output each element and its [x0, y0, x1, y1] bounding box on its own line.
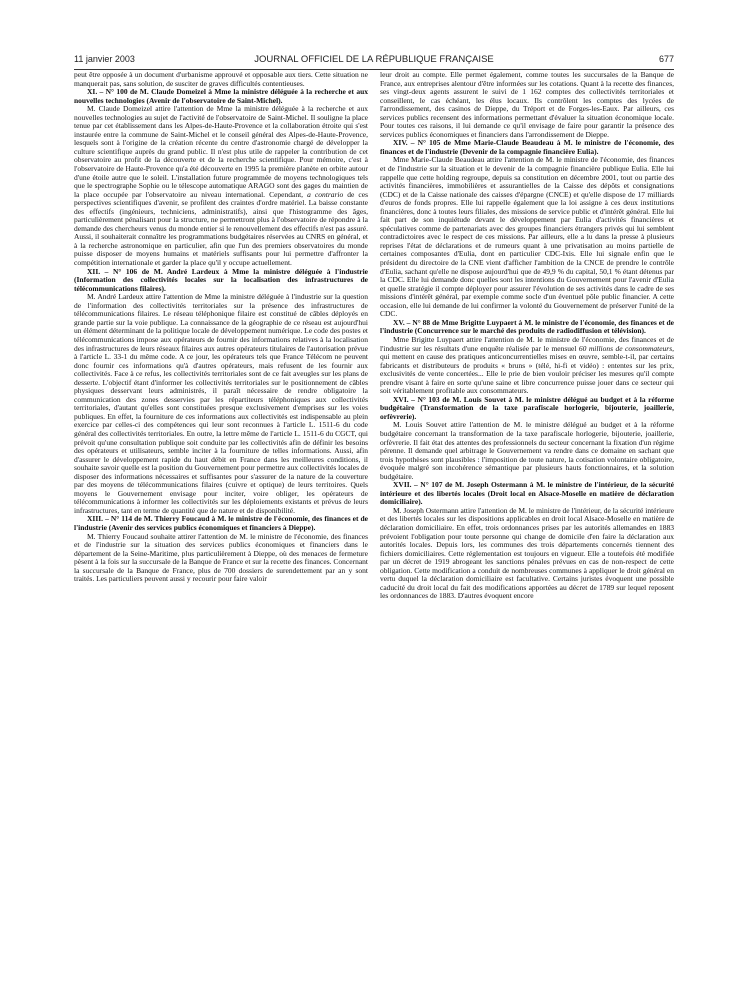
paragraph: M. Joseph Ostermann attire l'attention de M. le ministre de l'intérieur, de la sécurité intérieure et des libertés locales sur les dispositions applicables en droit local Alsace-Moselle en matière de déclaration domiciliaire. En effet, trois ordonnances prises par les autorités allemandes en 1883 prévoient l'obligation pour toute personne qui change de domicile d'en faire la déclaration aux autorités locales. Depuis lors, les communes des trois départements concernés tiennent des fichiers domiciliaires. Cette réglementation est toujours en vigueur. Elle a toutefois été modifiée par un décret de 1919 abrogeant les sanctions pénales prévues en cas de non-respect de cette obligation. Cette modification a conduit de nombreuses communes à appliquer le droit général en vertu duquel la déclaration domiciliaire est facultative. Certains juristes évoquent une possible caducité du droit local du fait des modifications apportées au décret de 1789 sur lequel reposent les ordonnances de 1883. D'autres évoquent encore	[380, 505, 674, 601]
text-columns	[74, 71, 674, 976]
question-heading: XII. – N° 106 de M. André Lardeux à Mme la ministre déléguée à l'industrie (Information des collectivités locales sur la localisation des infrastructures de télécommunications filaires).	[74, 266, 368, 293]
question-heading: XIII. – N° 114 de M. Thierry Foucaud à M. le ministre de l'économie, des finances et de l'industrie (Avenir des services publics économiques et financiers à Dieppe).	[74, 514, 368, 532]
paragraph: M. Thierry Foucaud souhaite attirer l'attention de M. le ministre de l'économie, des finances et de l'industrie sur la situation des services publics économiques et financiers dans le département de la Seine-Maritime, plus particulièrement à Dieppe, où des menaces de fermeture pèsent à la fois sur la succursale de la Banque de France et sur la recette des finances. Concernant la succursale de la Banque de France, plus de 700 dossiers de surendettement par an y sont traités. Les particuliers peuvent aussi y recourir pour faire valoir	[74, 531, 368, 584]
text-run: , qui mettent en cause des pratiques anticoncurrentielles mises en œuvre, semble-t-il, par certains fabricants et distributeurs de produits « bruns » (télé, hi-fi et vidéo) : ententes sur les prix, exclusivités de vente concertées... Elle le prie de bien vouloir préciser les mesures qu'il compte prendre visant à faire en sorte qu'une saine et libre concurrence puisse jouer dans ce secteur qui soit véritablement profitable aux consommateurs.	[380, 343, 674, 396]
text-run: de ces perspectives scientifiques d'avenir, se profilent des craintes d'ordre matériel. La baisse constante des effectifs (ingénieurs, techniciens, administratifs), ainsi que l'histogramme des âges, particulièrement pénalisant pour la structure, ne permettront plus à l'observatoire de répondre à la demande des chercheurs venus du monde entier si le renouvellement des effectifs n'est pas assuré. Aussi, il souhaiterait connaître les programmations budgétaires réservées au CNRS en général, et à la recherche astronomique en particulier, afin que l'un des premiers observatoires du monde puisse disposer de moyens humains et matériels suffisants pour lui permettre d'affronter la compétition internationale et garder la place qu'il y occupe actuellement.	[74, 189, 368, 268]
paragraph: M. André Lardeux attire l'attention de Mme la ministre déléguée à l'industrie sur la question de l'information des collectivités territoriales sur la présence des infrastructures de télécommunications filaires. Le réseau téléphonique filaire est constitué de câbles déployés en grande partie sur la voie publique. La connaissance de la géographie de ce réseau est aujourd'hui un élément déterminant de la politique locale de développement numérique. Le code des postes et télécommunications impose aux opérateurs de fournir des informations relatives à la localisation des infrastructures de leurs réseaux filaires aux autres opérateurs titulaires de l'autorisation prévue à l'article L. 33-1 du même code. A ce jour, les opérateurs tels que France Télécom ne peuvent donc fournir ces informations qu'à d'autres opérateurs, mais refusent de les fournir aux collectivités. Face à ce refus, les collectivités territoriales sont de ce fait aveugles sur les plans de desserte. L'objectif étant d'informer les collectivités territoriales sur le positionnement de câbles physiques desservant leurs administrés, il paraît nécessaire de rendre obligatoire la communication des zones desservies par les répartiteurs téléphoniques aux collectivités territoriales, d'autant qu'elles sont constituées presque exclusivement d'emprises sur les voies publiques. En effet, la fourniture de ces informations aux collectivités est indispensable au plein exercice par celles-ci des compétences qui leur sont reconnues à l'article L. 1511-6 du code général des collectivités territoriales. En outre, la lettre même de l'article L. 1511-6 du CGCT, qui prévoit qu'une consultation publique soit conduite par les collectivités afin de définir les besoins des opérateurs et utilisateurs, semble inciter à la fourniture de telles informations. Aussi, afin d'assurer le développement rapide du haut débit en France dans les meilleures conditions, il souhaite savoir quelle est la position du Gouvernement pour permettre aux collectivités locales de disposer des informations nécessaires et suffisantes pour s'assurer de la nature de la couverture par des moyens de télécommunications filaires (cuivre et optique) de leurs territoires. Quels moyens le Gouvernement envisage pour inciter, voire obliger, les opérateurs de télécommunications à informer les collectivités sur les déploiements existants et prévus de leurs infrastructures, tant en terme de quantité que de nature et de disponibilité.	[74, 292, 368, 515]
paragraph	[380, 336, 674, 396]
italic-run: a contrario	[307, 189, 344, 199]
header-rule	[74, 69, 674, 70]
question-heading: XV. – N° 88 de Mme Brigitte Luypaert à M. le ministre de l'économie, des finances et de l'industrie (Concurrence sur le marché des produits de radiodiffusion et télévision).	[380, 317, 674, 336]
left-column	[74, 71, 368, 976]
italic-run: 60 millions de consommateurs	[578, 343, 673, 353]
page-header	[74, 54, 674, 68]
paragraph: peut être opposée à un document d'urbanisme approuvé et opposable aux tiers. Cette situation ne manquerait pas, sans solution, de susciter de graves difficultés contentieuses.	[74, 71, 368, 88]
paragraph: M. Louis Souvet attire l'attention de M. le ministre délégué au budget et à la réforme budgétaire concernant la transformation de la taxe parafiscale horlogerie, bijouterie, joaillerie, orfèvrerie. Il fait état des attentes des professionnels du secteur concernant la fixation d'un régime pérenne. Il demande quel arbitrage le Gouvernement va rendre dans ce domaine en sachant que trois hypothèses sont plausibles : l'imposition de toute nature, la cotisation volontaire obligatoire, évoquée malgré son incohérence sémantique par plusieurs hauts fonctionnaires, et la solution budgétaire.	[380, 420, 674, 481]
paragraph: Mme Marie-Claude Beaudeau attire l'attention de M. le ministre de l'économie, des finances et de l'industrie sur la situation et le devenir de la compagnie financière publique Eulia. Elle lui rappelle que cette holding regroupe, depuis sa constitution en décembre 2001, tout ou partie des activités financières, immobilières et assurantielles de la Caisse des dépôts et consignations (CDC) et de la Caisse nationale des caisses d'épargne (CNCE) et qu'elle dispose de 17 milliards d'euros de fonds propres. Elle lui rappelle également que la loi assigne à ces deux institutions financières, donc à toutes leurs filiales, des missions de service public et d'intérêt général. Elle lui fait part de son inquiétude devant le développement par Eulia d'activités financières et spéculatives comme de partenariats avec des groupes financiers étrangers privés qui lui semblent contradictoires avec le respect de ces missions. Par ailleurs, elle a lu dans la presse à plusieurs reprises l'état de déclarations et de rumeurs quant à une privatisation au moins partielle de certaines composantes d'Eulia, dont en particulier CDC-Ixis. Elle lui signale enfin que le président du directoire de la CNE vient d'afficher l'ambition de la CNCE de prendre le contrôle d'Eulia, sachant qu'elle ne dispose aujourd'hui que de 49,9 % du capital, 50,1 % étant détenus par la CDC. Elle lui demande donc quelles sont les intentions du Gouvernement pour l'avenir d'Eulia et quelle stratégie il compte déployer pour assurer l'évolution de ses activités dans le cadre de ses missions d'intérêt général, par exemple comme socle d'un éventuel pôle public financier. A cette occasion, elle lui demande de lui confirmer la volonté du Gouvernement de préserver l'unité de la CDC.	[380, 155, 674, 319]
paragraph	[74, 105, 368, 267]
paragraph: leur droit au compte. Elle permet également, comme toutes les succursales de la Banque de France, aux entreprises alentour d'être informées sur les cotations. Quant à la recette des finances, ses vingt-deux agents assurent le suivi de 1 162 comptes des collectivités territoriales et conseillent, le cas échéant, les élus locaux. Ils contrôlent les comptes des lycées de l'arrondissement, des casinos de Dieppe, du Tréport et de Forges-les-Eaux. Par ailleurs, ces services publics recensent des informations permettant d'évaluer la situation économique locale. Pour toutes ces raisons, il lui demande ce qu'il envisage de faire pour garantir la présence des services publics économiques et financiers dans l'arrondissement de Dieppe.	[380, 71, 674, 139]
right-column	[380, 71, 674, 976]
header-date: 11 janvier 2003	[74, 54, 135, 64]
question-heading: XVII. – N° 107 de M. Joseph Ostermann à M. le ministre de l'intérieur, de la sécurité intérieure et des libertés locales (Droit local en Alsace-Moselle en matière de déclaration domiciliaire).	[380, 480, 674, 507]
text-run: Mme Brigitte Luypaert attire l'attention de M. le ministre de l'économie, des finances et de l'industrie sur les résultats d'une enquête réalisée par le mensuel	[380, 334, 674, 353]
question-heading: XI. – N° 100 de M. Claude Domeizel à Mme la ministre déléguée à la recherche et aux nouvelles technologies (Avenir de l'observatoire de Saint-Michel).	[74, 87, 368, 105]
question-heading: XVI. – N° 103 de M. Louis Souvet à M. le ministre délégué au budget et à la réforme budgétaire (Transformation de la taxe parafiscale horlogerie, bijouterie, joaillerie, orfèvrerie).	[380, 394, 674, 421]
question-heading: XIV. – N° 105 de Mme Marie-Claude Beaudeau à M. le ministre de l'économie, des finances et de l'industrie (Devenir de la compagnie financière Eulia).	[380, 138, 674, 156]
journal-title: JOURNAL OFFICIEL DE LA RÉPUBLIQUE FRANÇAISE	[254, 54, 494, 65]
page-number: 677	[658, 54, 674, 64]
text-run: M. Claude Domeizel attire l'attention de Mme la ministre déléguée à la recherche et aux nouvelles technologies au sujet de l'activité de l'observatoire de Saint-Michel. Il souligne la place tenue par cet établissement dans les Alpes-de-Haute-Provence et la collaboration étroite qui s'est instaurée entre la commune de Saint-Michel et le conseil général des Alpes-de-Haute-Provence, lesquels sont à l'origine de la création récente du centre d'astronomie chargé de développer la culture scientifique auprès du grand public. Il n'est plus utile de rappeler la contribution de cet observatoire au profit de la découverte et de la recherche scientifique. Pour mémoire, c'est à l'observatoire de Haute-Provence qu'a été découverte en 1995 la première planète en orbite autour d'une étoile autre que le soleil. L'installation future programmée de moyens technologiques tels que le spectrographe Sophie ou le télescope automatique ARAGO sont des gages du maintien de la place occupée par l'observatoire au niveau international. Cependant,	[74, 104, 368, 199]
